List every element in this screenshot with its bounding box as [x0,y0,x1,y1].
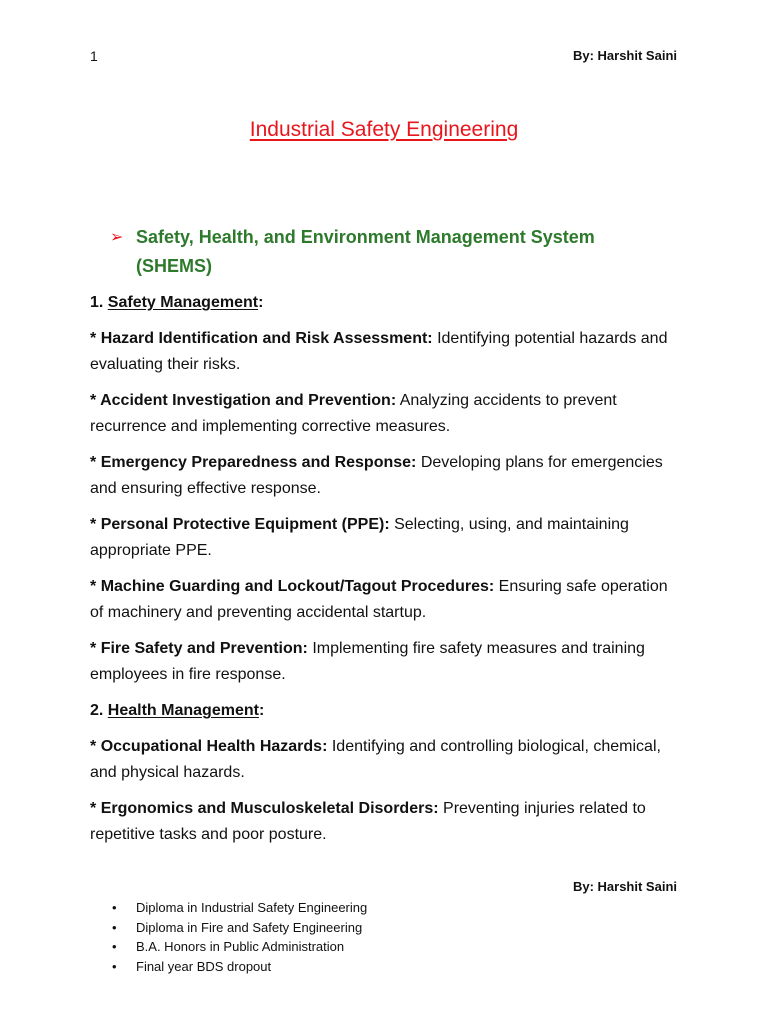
item-bullet: * [90,516,97,533]
item-bullet: * [90,454,97,471]
item-bullet: * [90,578,97,595]
safety-management-heading [90,290,680,316]
item-term: Ergonomics and Musculoskeletal Disorders: [100,800,439,817]
list-item [90,796,680,848]
item-term: Occupational Health Hazards: [100,738,328,755]
section-heading [112,223,672,281]
document-body [90,290,680,858]
item-term: Personal Protective Equipment (PPE): [100,516,390,533]
credential-item [112,957,367,977]
item-bullet: * [90,640,97,657]
item-description: Identifying potential hazards and evaluating their risks. [90,330,668,373]
subhead-label: Safety Management [107,294,259,311]
author-header: By: Harshit Saini [572,48,677,63]
subhead-label: Health Management [107,702,259,719]
subhead-number: 2. [90,702,104,719]
subhead-colon: : [258,294,264,311]
item-description: Developing plans for emergencies and ensuring effective response. [90,454,663,497]
item-term: Hazard Identification and Risk Assessment: [100,330,433,347]
credential-text: Diploma in Fire and Safety Engineering [136,919,363,935]
subhead-number: 1. [90,294,104,311]
item-bullet: * [90,800,97,817]
subhead-colon: : [258,702,265,719]
credential-text: Diploma in Industrial Safety Engineering [136,900,368,915]
item-description: Ensuring safe operation of machinery and preventing accidental startup. [90,578,668,621]
health-management-heading [90,698,680,724]
credential-item [112,898,367,918]
item-bullet: * [90,330,97,347]
credential-text: Final year BDS dropout [136,958,272,974]
item-term: Fire Safety and Prevention: [100,640,308,657]
page-number: 1 [90,48,98,64]
item-bullet: * [90,392,97,409]
list-item [90,450,680,502]
credential-text: B.A. Honors in Public Administration [136,939,345,954]
list-item [90,636,680,688]
item-description: Analyzing accidents to prevent recurrence and implementing corrective measures. [90,392,617,435]
document-title: Industrial Safety Engineering [249,118,519,141]
item-description: Identifying and controlling biological, chemical, and physical hazards. [90,738,661,781]
bullet-icon: • [112,939,117,954]
credential-item [112,918,367,938]
arrow-bullet-icon: ➢ [110,229,124,246]
list-item [90,734,680,786]
list-item [90,512,680,564]
item-term: Accident Investigation and Prevention: [100,392,397,409]
list-item [90,388,680,440]
section-heading-text: Safety, Health, and Environment Management System (SHEMS) [136,227,595,276]
bullet-icon: • [112,919,117,935]
item-term: Machine Guarding and Lockout/Tagout Procedures: [100,578,495,595]
item-description: Preventing injuries related to repetitive tasks and poor posture. [90,800,646,843]
list-item [90,574,680,626]
bullet-icon: • [112,958,117,974]
item-bullet: * [90,738,97,755]
credential-item [112,937,367,957]
bullet-icon: • [112,900,117,915]
author-footer: By: Harshit Saini [572,879,677,894]
list-item [90,326,680,378]
credentials-list [112,898,367,976]
item-term: Emergency Preparedness and Response: [100,454,417,471]
item-description: Implementing fire safety measures and training employees in fire response. [90,640,645,683]
item-description: Selecting, using, and maintaining appropriate PPE. [90,516,629,559]
